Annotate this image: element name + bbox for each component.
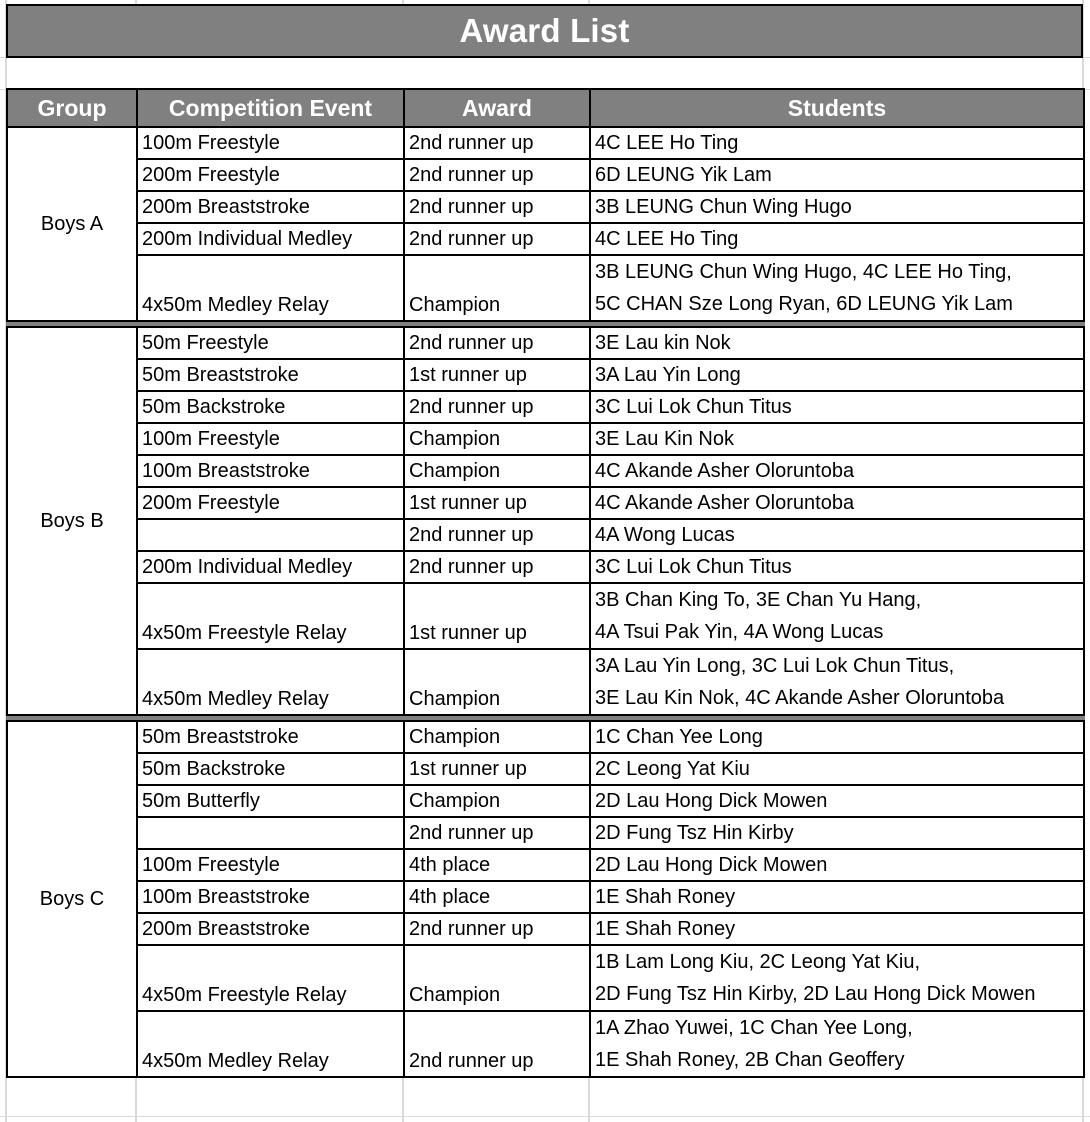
award-cell[interactable]: 2nd runner up: [404, 551, 590, 583]
header-award[interactable]: Award: [404, 89, 590, 127]
student-line: 4C Akande Asher Oloruntoba: [595, 460, 855, 482]
students-cell[interactable]: [590, 945, 1084, 1011]
award-cell[interactable]: 1st runner up: [404, 487, 590, 519]
student-line: 2D Fung Tsz Hin Kirby: [595, 822, 794, 844]
event-cell[interactable]: 200m Breaststroke: [137, 191, 404, 223]
award-cell[interactable]: 2nd runner up: [404, 327, 590, 359]
table-row: [7, 391, 1084, 423]
award-cell[interactable]: Champion: [404, 721, 590, 753]
award-table: [6, 88, 1085, 1078]
empty-row: [8, 58, 1081, 89]
table-row: [7, 881, 1084, 913]
event-cell[interactable]: [137, 817, 404, 849]
student-line: 4C LEE Ho Ting: [595, 132, 739, 154]
student-line: 4C LEE Ho Ting: [595, 228, 739, 250]
student-line: 1C Chan Yee Long: [595, 726, 763, 748]
students-cell[interactable]: [590, 159, 1084, 191]
student-line: 3C Lui Lok Chun Titus: [595, 396, 792, 418]
event-cell[interactable]: 100m Breaststroke: [137, 455, 404, 487]
award-cell[interactable]: 4th place: [404, 849, 590, 881]
sheet-title: Award List: [6, 4, 1083, 58]
student-line: 3B Chan King To, 3E Chan Yu Hang,: [595, 589, 922, 611]
student-line: 4C Akande Asher Oloruntoba: [595, 492, 855, 514]
table-row: [7, 721, 1084, 753]
student-line: 3B LEUNG Chun Wing Hugo: [595, 196, 852, 218]
students-cell[interactable]: [590, 849, 1084, 881]
table-row: [7, 519, 1084, 551]
award-cell[interactable]: Champion: [404, 255, 590, 321]
student-line: 2D Lau Hong Dick Mowen: [595, 854, 828, 876]
award-cell[interactable]: 2nd runner up: [404, 913, 590, 945]
event-cell[interactable]: 50m Butterfly: [137, 785, 404, 817]
students-cell[interactable]: [590, 785, 1084, 817]
award-cell[interactable]: 2nd runner up: [404, 817, 590, 849]
table-row: [7, 455, 1084, 487]
event-cell[interactable]: 100m Freestyle: [137, 127, 404, 159]
event-cell[interactable]: 4x50m Freestyle Relay: [137, 945, 404, 1011]
award-cell[interactable]: Champion: [404, 423, 590, 455]
award-cell[interactable]: 2nd runner up: [404, 191, 590, 223]
table-row: [7, 649, 1084, 715]
students-cell[interactable]: [590, 359, 1084, 391]
event-cell[interactable]: 200m Freestyle: [137, 487, 404, 519]
event-cell[interactable]: 4x50m Freestyle Relay: [137, 583, 404, 649]
students-cell[interactable]: [590, 191, 1084, 223]
award-cell[interactable]: 2nd runner up: [404, 159, 590, 191]
table-row: [7, 849, 1084, 881]
students-cell[interactable]: [590, 455, 1084, 487]
student-line: 4A Wong Lucas: [595, 524, 735, 546]
header-row: [7, 89, 1084, 127]
table-row: [7, 583, 1084, 649]
students-cell[interactable]: [590, 255, 1084, 321]
award-cell[interactable]: Champion: [404, 785, 590, 817]
event-cell[interactable]: 50m Backstroke: [137, 753, 404, 785]
table-row: [7, 255, 1084, 321]
students-cell[interactable]: [590, 881, 1084, 913]
student-line: 3B LEUNG Chun Wing Hugo, 4C LEE Ho Ting,: [595, 261, 1012, 283]
table-row: [7, 423, 1084, 455]
student-line: 3C Lui Lok Chun Titus: [595, 556, 792, 578]
student-line: 2D Fung Tsz Hin Kirby, 2D Lau Hong Dick Mowen: [595, 983, 1036, 1005]
group-cell[interactable]: Boys A: [7, 127, 137, 321]
student-line: 4A Tsui Pak Yin, 4A Wong Lucas: [595, 621, 884, 643]
table-row: [7, 945, 1084, 1011]
event-cell[interactable]: 50m Freestyle: [137, 327, 404, 359]
event-cell[interactable]: 50m Breaststroke: [137, 721, 404, 753]
student-line: 1E Shah Roney: [595, 918, 736, 940]
event-cell[interactable]: [137, 519, 404, 551]
table-row: [7, 223, 1084, 255]
student-line: 1E Shah Roney: [595, 886, 736, 908]
event-cell[interactable]: 50m Breaststroke: [137, 359, 404, 391]
students-cell[interactable]: [590, 487, 1084, 519]
student-line: 2C Leong Yat Kiu: [595, 758, 750, 780]
header-students[interactable]: Students: [590, 89, 1084, 127]
event-cell[interactable]: 4x50m Medley Relay: [137, 255, 404, 321]
student-line: 3A Lau Yin Long: [595, 364, 741, 386]
event-cell[interactable]: 200m Breaststroke: [137, 913, 404, 945]
students-cell[interactable]: [590, 391, 1084, 423]
students-cell[interactable]: [590, 817, 1084, 849]
table-row: [7, 753, 1084, 785]
student-line: 1A Zhao Yuwei, 1C Chan Yee Long,: [595, 1017, 913, 1039]
students-cell[interactable]: [590, 649, 1084, 715]
table-row: [7, 159, 1084, 191]
student-line: 3E Lau Kin Nok, 4C Akande Asher Oloruntoba: [595, 687, 1005, 709]
students-cell[interactable]: [590, 423, 1084, 455]
table-row: [7, 785, 1084, 817]
group-cell[interactable]: Boys B: [7, 327, 137, 715]
award-cell[interactable]: 4th place: [404, 881, 590, 913]
gridline-horizontal: [0, 1116, 1090, 1117]
students-cell[interactable]: [590, 1011, 1084, 1077]
event-cell[interactable]: 4x50m Medley Relay: [137, 1011, 404, 1077]
event-cell[interactable]: 100m Freestyle: [137, 423, 404, 455]
table-row: [7, 487, 1084, 519]
students-cell[interactable]: [590, 127, 1084, 159]
header-group[interactable]: Group: [7, 89, 137, 127]
students-cell[interactable]: [590, 327, 1084, 359]
event-cell[interactable]: 200m Individual Medley: [137, 551, 404, 583]
award-cell[interactable]: 1st runner up: [404, 583, 590, 649]
event-cell[interactable]: 100m Freestyle: [137, 849, 404, 881]
award-cell[interactable]: 2nd runner up: [404, 391, 590, 423]
event-cell[interactable]: 100m Breaststroke: [137, 881, 404, 913]
students-cell[interactable]: [590, 721, 1084, 753]
students-cell[interactable]: [590, 753, 1084, 785]
award-cell[interactable]: Champion: [404, 455, 590, 487]
award-cell[interactable]: 2nd runner up: [404, 519, 590, 551]
table-row: [7, 359, 1084, 391]
student-line: 3E Lau Kin Nok: [595, 428, 734, 450]
award-table-body: [7, 127, 1084, 1077]
table-row: [7, 913, 1084, 945]
students-cell[interactable]: [590, 913, 1084, 945]
students-cell[interactable]: [590, 519, 1084, 551]
award-cell[interactable]: 2nd runner up: [404, 1011, 590, 1077]
award-cell[interactable]: Champion: [404, 945, 590, 1011]
award-cell[interactable]: 1st runner up: [404, 359, 590, 391]
student-line: 1B Lam Long Kiu, 2C Leong Yat Kiu,: [595, 951, 921, 973]
student-line: 5C CHAN Sze Long Ryan, 6D LEUNG Yik Lam: [595, 293, 1013, 315]
table-row: [7, 551, 1084, 583]
student-line: 2D Lau Hong Dick Mowen: [595, 790, 828, 812]
award-cell[interactable]: 2nd runner up: [404, 127, 590, 159]
table-row: [7, 327, 1084, 359]
table-row: [7, 1011, 1084, 1077]
header-event[interactable]: Competition Event: [137, 89, 404, 127]
student-line: 6D LEUNG Yik Lam: [595, 164, 772, 186]
student-line: 3A Lau Yin Long, 3C Lui Lok Chun Titus,: [595, 655, 955, 677]
award-cell[interactable]: 2nd runner up: [404, 223, 590, 255]
students-cell[interactable]: [590, 583, 1084, 649]
table-row: [7, 817, 1084, 849]
table-row: [7, 191, 1084, 223]
student-line: 1E Shah Roney, 2B Chan Geoffery: [595, 1049, 905, 1071]
event-cell[interactable]: 200m Freestyle: [137, 159, 404, 191]
event-cell[interactable]: 50m Backstroke: [137, 391, 404, 423]
event-cell[interactable]: 200m Individual Medley: [137, 223, 404, 255]
table-row: [7, 127, 1084, 159]
group-cell[interactable]: Boys C: [7, 721, 137, 1077]
students-cell[interactable]: [590, 551, 1084, 583]
award-cell[interactable]: Champion: [404, 649, 590, 715]
student-line: 3E Lau kin Nok: [595, 332, 731, 354]
award-cell[interactable]: 1st runner up: [404, 753, 590, 785]
students-cell[interactable]: [590, 223, 1084, 255]
event-cell[interactable]: 4x50m Medley Relay: [137, 649, 404, 715]
